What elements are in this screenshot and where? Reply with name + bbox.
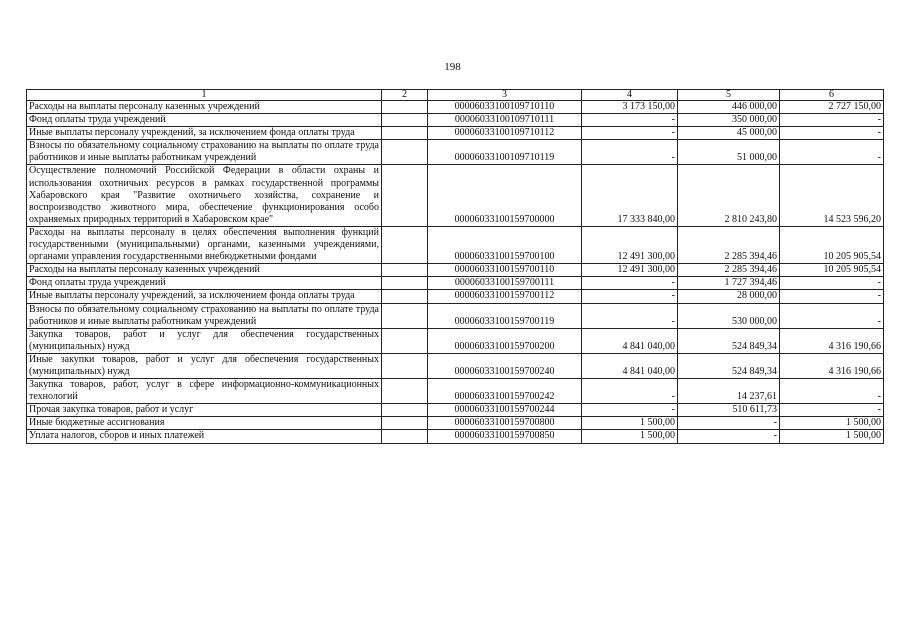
column-2-cell	[382, 264, 428, 277]
column-header-5: 5	[678, 90, 780, 101]
column-2-cell	[382, 404, 428, 417]
page-number: 198	[444, 61, 461, 73]
column-2-cell	[382, 101, 428, 114]
table-body	[27, 101, 884, 444]
value-col-5: 446 000,00	[678, 101, 780, 114]
value-col-4: 17 333 840,00	[582, 165, 678, 226]
item-name: Иные закупки товаров, работ и услуг для обеспечения государственных (муниципальных) нужд	[27, 353, 382, 378]
item-name: Закупка товаров, работ и услуг для обеспечения государственных (муниципальных) нужд	[27, 328, 382, 353]
value-col-4: 3 173 150,00	[582, 101, 678, 114]
value-col-6: 10 205 905,54	[780, 226, 884, 263]
value-col-5: 51 000,00	[678, 140, 780, 165]
value-col-6: 4 316 190,66	[780, 353, 884, 378]
column-2-cell	[382, 140, 428, 165]
column-2-cell	[382, 226, 428, 263]
value-col-4: 1 500,00	[582, 417, 678, 430]
item-name: Фонд оплаты труда учреждений	[27, 114, 382, 127]
value-col-5: 14 237,61	[678, 379, 780, 404]
value-col-5: 1 727 394,46	[678, 277, 780, 290]
table-row	[27, 353, 884, 378]
column-2-cell	[382, 353, 428, 378]
item-name: Фонд оплаты труда учреждений	[27, 277, 382, 290]
table-row	[27, 379, 884, 404]
budget-code: 00006033100159700100	[428, 226, 582, 263]
item-name: Закупка товаров, работ, услуг в сфере информационно-коммуникационных технологий	[27, 379, 382, 404]
column-2-cell	[382, 127, 428, 140]
budget-code: 00006033100159700800	[428, 417, 582, 430]
table-row	[27, 127, 884, 140]
value-col-5: -	[678, 430, 780, 443]
budget-code: 00006033100109710110	[428, 101, 582, 114]
column-header-4: 4	[582, 90, 678, 101]
value-col-6: 14 523 596,20	[780, 165, 884, 226]
table-row	[27, 140, 884, 165]
value-col-4: -	[582, 303, 678, 328]
table-row	[27, 101, 884, 114]
table-row	[27, 114, 884, 127]
value-col-6: 10 205 905,54	[780, 264, 884, 277]
budget-code: 00006033100159700244	[428, 404, 582, 417]
value-col-4: 12 491 300,00	[582, 264, 678, 277]
value-col-5: 2 810 243,80	[678, 165, 780, 226]
value-col-6: -	[780, 114, 884, 127]
value-col-4: 1 500,00	[582, 430, 678, 443]
budget-code: 00006033100159700850	[428, 430, 582, 443]
value-col-5: 530 000,00	[678, 303, 780, 328]
value-col-4: -	[582, 379, 678, 404]
item-name: Прочая закупка товаров, работ и услуг	[27, 404, 382, 417]
budget-code: 00006033100109710111	[428, 114, 582, 127]
value-col-4: -	[582, 140, 678, 165]
column-header-1: 1	[27, 90, 382, 101]
table-row	[27, 417, 884, 430]
budget-code: 00006033100159700240	[428, 353, 582, 378]
table-row	[27, 277, 884, 290]
table-row	[27, 290, 884, 303]
item-name: Расходы на выплаты персоналу в целях обеспечения выполнения функций государственными (муниципальными) органами, казенными учреждениями, органами управления государственными внебюджетными фондами	[27, 226, 382, 263]
table-row	[27, 226, 884, 263]
value-col-4: -	[582, 290, 678, 303]
value-col-5: 2 285 394,46	[678, 226, 780, 263]
value-col-5: -	[678, 417, 780, 430]
value-col-4: 4 841 040,00	[582, 353, 678, 378]
item-name: Расходы на выплаты персоналу казенных учреждений	[27, 264, 382, 277]
budget-code: 00006033100159700110	[428, 264, 582, 277]
value-col-6: -	[780, 140, 884, 165]
column-2-cell	[382, 379, 428, 404]
column-header-6: 6	[780, 90, 884, 101]
value-col-6: -	[780, 404, 884, 417]
value-col-6: -	[780, 277, 884, 290]
value-col-5: 524 849,34	[678, 328, 780, 353]
table-row	[27, 328, 884, 353]
value-col-5: 45 000,00	[678, 127, 780, 140]
item-name: Иные выплаты персоналу учреждений, за исключением фонда оплаты труда	[27, 127, 382, 140]
value-col-4: -	[582, 127, 678, 140]
table-row	[27, 303, 884, 328]
budget-table	[26, 89, 884, 444]
value-col-6: 4 316 190,66	[780, 328, 884, 353]
value-col-5: 2 285 394,46	[678, 264, 780, 277]
budget-code: 00006033100159700242	[428, 379, 582, 404]
value-col-6: 1 500,00	[780, 417, 884, 430]
column-2-cell	[382, 430, 428, 443]
value-col-4: -	[582, 404, 678, 417]
value-col-5: 350 000,00	[678, 114, 780, 127]
column-2-cell	[382, 165, 428, 226]
item-name: Иные бюджетные ассигнования	[27, 417, 382, 430]
column-header-2: 2	[382, 90, 428, 101]
value-col-5: 524 849,34	[678, 353, 780, 378]
column-number-row	[27, 90, 884, 101]
budget-code: 00006033100159700111	[428, 277, 582, 290]
table-row	[27, 404, 884, 417]
budget-code: 00006033100159700112	[428, 290, 582, 303]
budget-code: 00006033100109710119	[428, 140, 582, 165]
budget-code: 00006033100159700200	[428, 328, 582, 353]
value-col-4: 12 491 300,00	[582, 226, 678, 263]
table-row	[27, 264, 884, 277]
value-col-6: 2 727 150,00	[780, 101, 884, 114]
value-col-6: -	[780, 127, 884, 140]
item-name: Расходы на выплаты персоналу казенных учреждений	[27, 101, 382, 114]
column-2-cell	[382, 303, 428, 328]
item-name: Осуществление полномочий Российской Федерации в области охраны и использования охотничьих ресурсов в рамках государственной программы Хабаровского края "Развитие охотничьего хозяйства, сохранение и воспроизводство животного мира, обеспечение функционирования особо охраняемых природных территорий в Хабаровском крае"	[27, 165, 382, 226]
value-col-4: 4 841 040,00	[582, 328, 678, 353]
budget-code: 00006033100159700000	[428, 165, 582, 226]
value-col-4: -	[582, 277, 678, 290]
value-col-5: 510 611,73	[678, 404, 780, 417]
value-col-6: -	[780, 303, 884, 328]
budget-code: 00006033100159700119	[428, 303, 582, 328]
column-2-cell	[382, 417, 428, 430]
column-2-cell	[382, 328, 428, 353]
column-2-cell	[382, 114, 428, 127]
table-row	[27, 165, 884, 226]
item-name: Взносы по обязательному социальному страхованию на выплаты по оплате труда работников и иные выплаты работникам учреждений	[27, 303, 382, 328]
item-name: Иные выплаты персоналу учреждений, за исключением фонда оплаты труда	[27, 290, 382, 303]
item-name: Взносы по обязательному социальному страхованию на выплаты по оплате труда работников и иные выплаты работникам учреждений	[27, 140, 382, 165]
column-2-cell	[382, 277, 428, 290]
value-col-6: -	[780, 290, 884, 303]
value-col-6: -	[780, 379, 884, 404]
column-header-3: 3	[428, 90, 582, 101]
value-col-5: 28 000,00	[678, 290, 780, 303]
item-name: Уплата налогов, сборов и иных платежей	[27, 430, 382, 443]
column-2-cell	[382, 290, 428, 303]
value-col-4: -	[582, 114, 678, 127]
value-col-6: 1 500,00	[780, 430, 884, 443]
table-row	[27, 430, 884, 443]
budget-code: 00006033100109710112	[428, 127, 582, 140]
